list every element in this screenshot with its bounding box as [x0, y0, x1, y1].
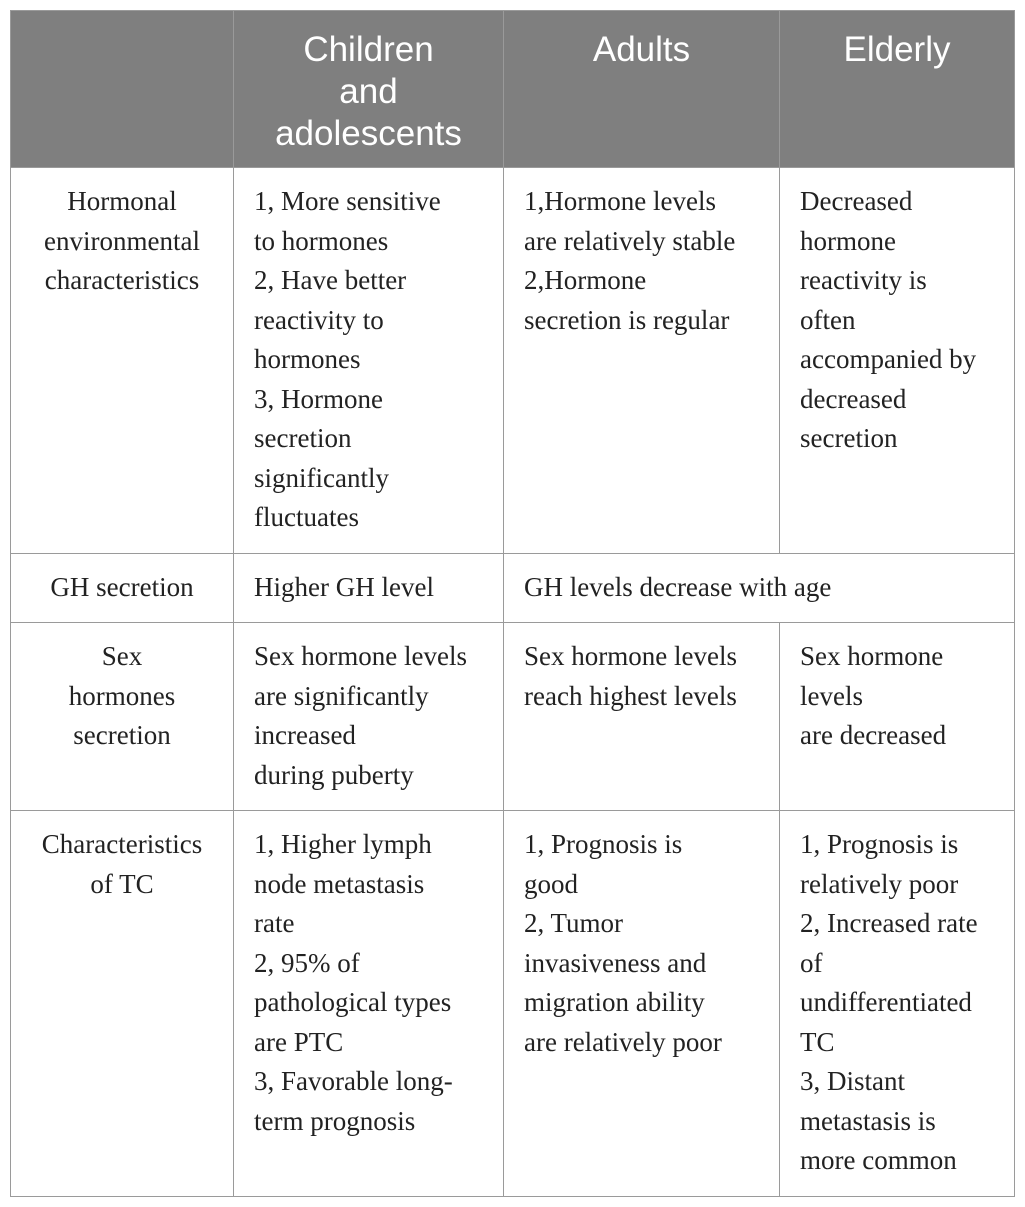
- header-corner: [11, 11, 234, 168]
- row-label: Sex hormones secretion: [11, 623, 234, 811]
- row-label: Hormonal environmental characteristics: [11, 168, 234, 554]
- header-elderly: Elderly: [780, 11, 1015, 168]
- cell-elderly: 1, Prognosis is relatively poor 2, Increased rate of undifferentiated TC 3, Distant metastasis is more common: [780, 811, 1015, 1197]
- cell-adults: 1,Hormone levels are relatively stable 2,Hormone secretion is regular: [504, 168, 780, 554]
- cell-children: Higher GH level: [234, 554, 504, 623]
- cell-adults: Sex hormone levels reach highest levels: [504, 623, 780, 811]
- header-children: Children and adolescents: [234, 11, 504, 168]
- table-row: [11, 811, 1015, 1197]
- header-adults: Adults: [504, 11, 780, 168]
- table-row: [11, 623, 1015, 811]
- cell-adults-elderly: GH levels decrease with age: [504, 554, 1015, 623]
- table-row: [11, 554, 1015, 623]
- comparison-table: [10, 10, 1015, 1197]
- table-body: [11, 168, 1015, 1197]
- cell-children: 1, More sensitive to hormones 2, Have better reactivity to hormones 3, Hormone secretion significantly fluctuates: [234, 168, 504, 554]
- table-row: [11, 168, 1015, 554]
- cell-children: Sex hormone levels are significantly increased during puberty: [234, 623, 504, 811]
- table-header: [11, 11, 1015, 168]
- cell-elderly: Sex hormone levels are decreased: [780, 623, 1015, 811]
- header-row: [11, 11, 1015, 168]
- cell-elderly: Decreased hormone reactivity is often accompanied by decreased secretion: [780, 168, 1015, 554]
- row-label: GH secretion: [11, 554, 234, 623]
- row-label: Characteristics of TC: [11, 811, 234, 1197]
- cell-adults: 1, Prognosis is good 2, Tumor invasiveness and migration ability are relatively poor: [504, 811, 780, 1197]
- cell-children: 1, Higher lymph node metastasis rate 2, 95% of pathological types are PTC 3, Favorable long- term prognosis: [234, 811, 504, 1197]
